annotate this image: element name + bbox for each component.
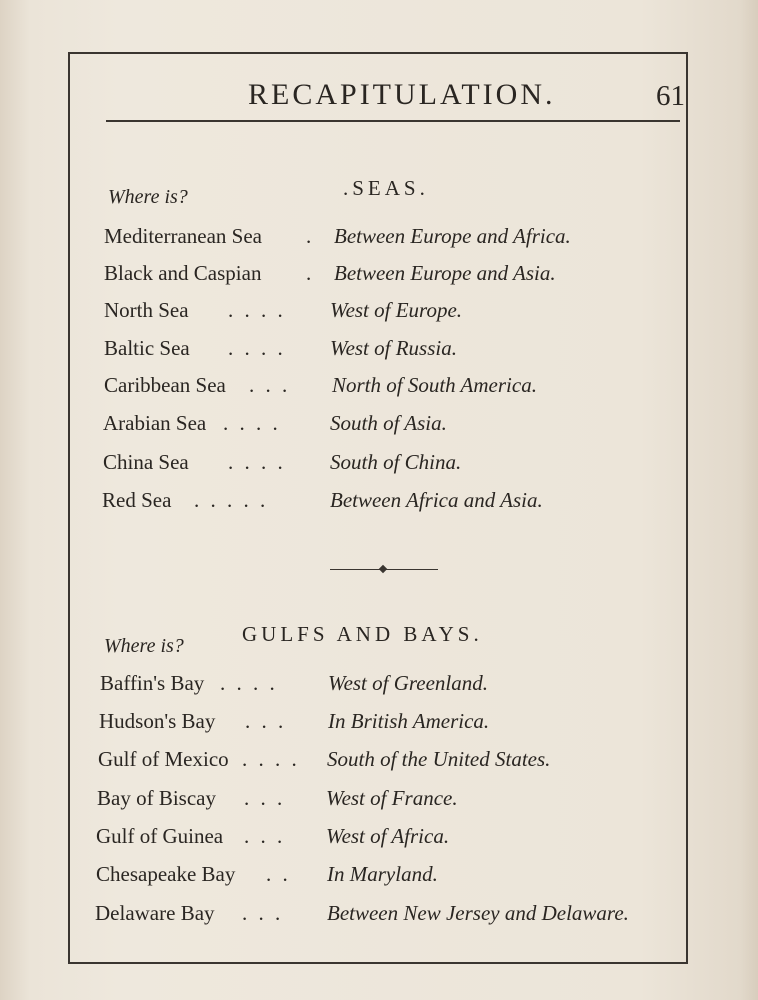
leader-dots: . . . . — [228, 450, 286, 474]
leader-dots: . . . — [249, 373, 291, 397]
leader-dots: . . . . — [228, 336, 286, 360]
location-answer: West of Europe. — [330, 298, 463, 322]
place-name: Arabian Sea — [103, 411, 207, 435]
location-answer: Between Europe and Africa. — [334, 224, 571, 248]
page-number: 61 — [656, 80, 685, 112]
running-title: RECAPITULATION. — [248, 78, 556, 111]
location-answer: South of China. — [330, 450, 462, 474]
leader-dots: . . . — [244, 786, 286, 810]
place-name: Baltic Sea — [104, 336, 190, 360]
location-answer: West of France. — [326, 786, 458, 810]
place-name: Mediterranean Sea — [104, 224, 263, 248]
location-answer: In Maryland. — [327, 862, 438, 886]
leader-dots: . . — [266, 862, 291, 886]
location-answer: South of the United States. — [327, 747, 551, 771]
place-name: Chesapeake Bay — [96, 862, 236, 886]
leader-dots: . . . . — [242, 747, 300, 771]
place-name: North Sea — [104, 298, 189, 322]
leader-dots: . — [306, 261, 315, 285]
leader-dots: . . . — [244, 824, 286, 848]
leader-dots: . . . . — [220, 671, 278, 695]
location-answer: West of Africa. — [326, 824, 450, 848]
location-answer: Between Europe and Asia. — [334, 261, 556, 285]
leader-dots: . . . . — [228, 298, 286, 322]
location-answer: South of Asia. — [330, 411, 447, 435]
place-name: Gulf of Guinea — [96, 824, 224, 848]
place-name: Bay of Biscay — [97, 786, 216, 810]
place-name: Hudson's Bay — [99, 709, 216, 733]
location-answer: Between New Jersey and Delaware. — [327, 901, 629, 925]
location-answer: West of Greenland. — [328, 671, 489, 695]
place-name: Delaware Bay — [95, 901, 215, 925]
location-answer: North of South America. — [332, 373, 537, 397]
leader-dots: . . . — [242, 901, 284, 925]
gulfs-question: Where is? — [104, 635, 184, 657]
location-answer: In British America. — [328, 709, 490, 733]
gulfs-title: GULFS AND BAYS. — [242, 622, 483, 646]
seas-question: Where is? — [108, 186, 188, 208]
place-name: Caribbean Sea — [104, 373, 226, 397]
leader-dots: . — [306, 224, 315, 248]
leader-dots: . . . . . — [194, 488, 269, 512]
seas-title: .SEAS. — [343, 176, 429, 200]
header-rule — [106, 120, 680, 122]
place-name: China Sea — [103, 450, 189, 474]
location-answer: Between Africa and Asia. — [330, 488, 543, 512]
location-answer: West of Russia. — [330, 336, 457, 360]
leader-dots: . . . . — [223, 411, 281, 435]
place-name: Black and Caspian — [104, 261, 262, 285]
place-name: Baffin's Bay — [100, 671, 205, 695]
leader-dots: . . . — [245, 709, 287, 733]
place-name: Gulf of Mexico — [98, 747, 229, 771]
place-name: Red Sea — [102, 488, 172, 512]
